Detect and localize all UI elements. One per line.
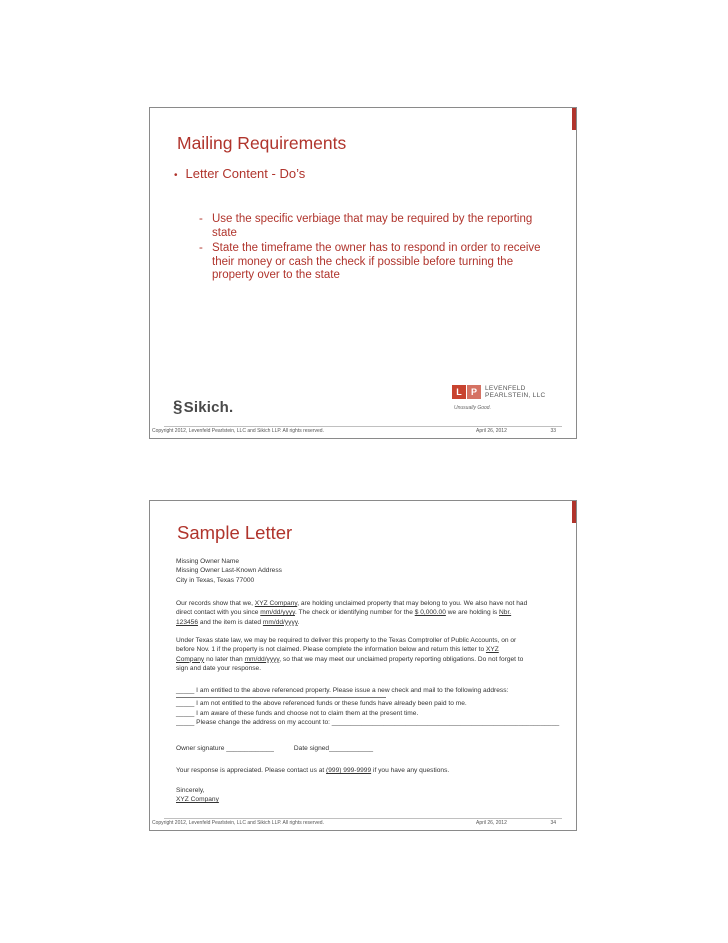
phone-number: (999) 999-9999	[326, 767, 372, 774]
lp-l-icon: L	[452, 385, 466, 399]
company-name: XYZ Company	[254, 600, 298, 607]
dash-icon: -	[199, 213, 203, 225]
date-signed: Date signed____________	[293, 745, 374, 752]
text: , are holding unclaimed property that may belong to you. We also have not had	[297, 600, 528, 607]
slide-mailing-requirements	[149, 107, 577, 439]
option-line: _____ I am entitled to the above referenced property. Please issue a new check and mail to the following address:	[176, 687, 509, 694]
footer-date: April 26, 2012	[476, 820, 507, 826]
sub-item-text: Use the specific verbiage that may be required by the reporting state	[212, 213, 533, 239]
accent-bar	[572, 108, 576, 130]
text: . The check or identifying number for the	[294, 609, 415, 617]
bullet-item	[174, 166, 305, 181]
date-field: mm/dd/yyyy	[260, 609, 295, 617]
lp-p-icon: P	[467, 385, 481, 399]
levenfeld-pearlstein-logo	[452, 385, 550, 423]
text: , so that we may meet our unclaimed property reporting obligations. Do not forget to	[279, 655, 524, 663]
paragraph-line	[176, 618, 561, 627]
sikich-mark-icon: §	[173, 397, 183, 416]
company-name: XYZ	[485, 646, 499, 654]
text: direct contact with you since	[176, 609, 261, 617]
text: Your response is appreciated. Please contact us at	[176, 767, 327, 774]
footer-copyright: Copyright 2012, Levenfeld Pearlstein, LLC and Sikich LLP. All rights reserved.	[152, 428, 324, 434]
slide-footer	[150, 818, 576, 832]
sikich-logo-text: Sikich.	[183, 399, 234, 416]
footer-copyright: Copyright 2012, Levenfeld Pearlstein, LLC and Sikich LLP. All rights reserved.	[152, 820, 324, 826]
text: if you have any questions.	[371, 767, 450, 774]
text: and the item is dated	[198, 618, 263, 626]
paragraph-line	[176, 645, 561, 654]
paragraph-line	[176, 599, 561, 608]
date-field: mm/dd/yyyy	[244, 655, 280, 663]
amount-field: $ 0,000.00	[414, 609, 446, 617]
dash-icon: -	[199, 242, 203, 254]
footer-divider	[164, 426, 562, 427]
footer-page-number: 33	[550, 428, 556, 434]
slide-title: Mailing Requirements	[177, 133, 347, 153]
bullet-text: Letter Content - Do’s	[185, 166, 306, 181]
text: before Nov. 1 if the property is not claimed. Please complete the information below and return this letter to	[176, 646, 486, 654]
lp-logo-name	[485, 385, 546, 399]
number-field: Nbr.	[499, 609, 512, 617]
option-line: _____ I am aware of these funds and choose not to claim them at the present time.	[176, 709, 419, 717]
owner-signature: Owner signature _____________	[176, 745, 274, 752]
address-blank-line	[176, 695, 386, 698]
closing-text: Sincerely,	[176, 787, 205, 794]
lp-logo-line2: PEARLSTEIN, LLC	[485, 392, 546, 399]
slide-sample-letter	[149, 500, 577, 831]
number-field: 123456	[176, 618, 199, 626]
letter-paragraph-2	[176, 636, 561, 674]
paragraph-line	[176, 766, 561, 775]
paragraph-line	[176, 655, 561, 664]
letter-closing	[176, 786, 561, 805]
bullet-icon: •	[174, 170, 178, 181]
letter-paragraph-1	[176, 599, 561, 627]
letter-signature	[176, 744, 561, 753]
letter-options	[176, 686, 561, 728]
paragraph-line: sign and date your response.	[176, 665, 262, 673]
company-name: Company	[176, 655, 205, 663]
footer-date: April 26, 2012	[476, 428, 507, 434]
text: we are holding is	[445, 609, 500, 617]
paragraph-line	[176, 608, 561, 617]
option-line: _____ I am not entitled to the above referenced funds or these funds have already been paid to me.	[176, 700, 467, 708]
address-line: Missing Owner Name	[176, 558, 240, 565]
sub-item-text: State the timeframe the owner has to respond in order to receive their money or cash the check if possible before turning the property over to the state	[212, 242, 541, 281]
date-field: mm/dd/yyyy	[262, 618, 298, 626]
footer-divider	[164, 818, 562, 819]
option-line: _____ Please change the address on my account to: ______________________________________________________________	[176, 719, 560, 727]
lp-logo-line1: LEVENFELD	[485, 385, 526, 392]
address-line: Missing Owner Last-Known Address	[176, 567, 282, 575]
slide-title: Sample Letter	[177, 522, 293, 543]
text: Our records show that we,	[176, 600, 255, 607]
paragraph-line: Under Texas state law, we may be required to deliver this property to the Texas Comptroller of Public Accounts, on or	[176, 637, 517, 644]
slide-footer	[150, 426, 576, 440]
company-name: XYZ Company	[176, 796, 219, 804]
footer-page-number: 34	[550, 820, 556, 826]
sub-item	[199, 213, 556, 240]
text: .	[297, 618, 300, 626]
letter-address	[176, 557, 561, 585]
accent-bar	[572, 501, 576, 523]
sikich-logo	[173, 397, 233, 417]
sub-item	[199, 242, 556, 283]
signature-line	[176, 744, 561, 753]
address-line: City in Texas, Texas 77000	[176, 576, 255, 584]
text: no later than	[204, 655, 245, 663]
lp-tagline: Unusually Good.	[454, 405, 491, 411]
letter-response	[176, 766, 561, 775]
